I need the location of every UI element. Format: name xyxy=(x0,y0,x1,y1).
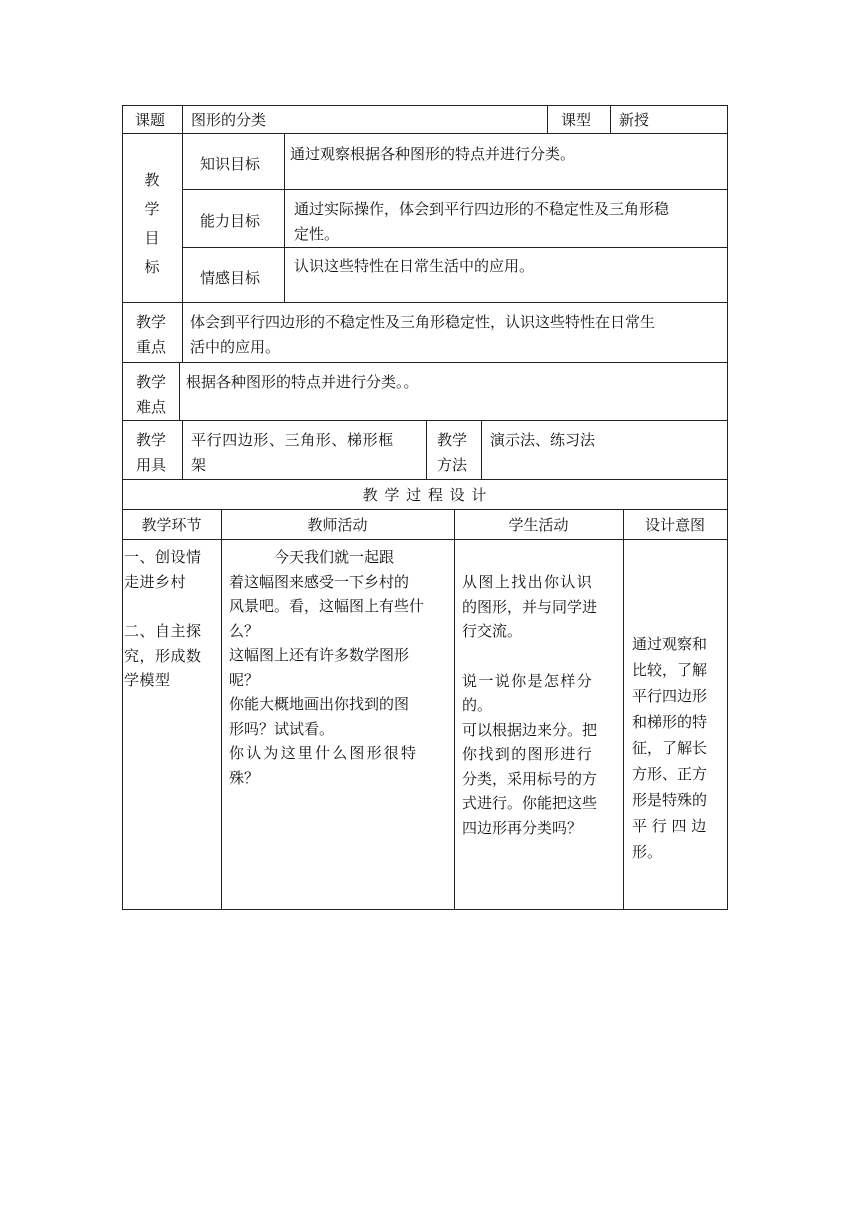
student-line: 说一说你是怎样分 xyxy=(462,671,594,690)
column-header-student: 学生活动 xyxy=(508,516,569,534)
col-divider-tools-1 xyxy=(182,420,183,480)
intent-line: 平 行 四 边 xyxy=(632,817,707,835)
teacher-line: 着这幅图来感受一下乡村的 xyxy=(229,572,410,591)
table-border-left xyxy=(122,105,123,910)
stage-line: 一、创设情 xyxy=(124,548,202,566)
lesson-type-label: 课型 xyxy=(561,111,592,129)
intent-line: 形。 xyxy=(632,843,663,861)
objectives-label-char: 学 xyxy=(144,200,160,218)
student-line: 行交流。 xyxy=(462,622,523,640)
teacher-line: 呢？ xyxy=(229,670,260,689)
col-divider-header-3 xyxy=(610,105,611,134)
col-divider-process-3 xyxy=(623,509,624,910)
objectives-label-char: 目 xyxy=(144,229,160,247)
student-line: 你找到的图形进行 xyxy=(462,745,594,763)
difficulty-text: 根据各种图形的特点并进行分类。。 xyxy=(186,373,419,391)
row-divider-header xyxy=(122,133,728,134)
key-point-label-line-2: 重点 xyxy=(136,338,167,356)
key-point-line-2: 活中的应用。 xyxy=(190,338,281,356)
table-border-bottom xyxy=(122,909,728,910)
design-intent-column xyxy=(632,631,726,865)
col-divider-process-2 xyxy=(454,509,455,910)
row-divider-objectives xyxy=(122,302,728,303)
method-label-line-2: 方法 xyxy=(437,456,468,474)
teacher-activity-column xyxy=(229,545,451,790)
table-border-top xyxy=(122,105,728,106)
table-border-right xyxy=(727,105,728,910)
intent-line: 形是特殊的 xyxy=(632,791,708,809)
teacher-line: 你能大概地画出你找到的图 xyxy=(229,695,410,713)
row-divider-difficulty xyxy=(122,420,728,421)
topic-value: 图形的分类 xyxy=(191,111,267,129)
method-label-line-1: 教学 xyxy=(437,431,468,449)
col-divider-process-1 xyxy=(221,509,222,910)
difficulty-label-line-1: 教学 xyxy=(136,373,167,391)
column-header-intent: 设计意图 xyxy=(644,516,705,534)
knowledge-objective-text: 通过观察根据各种图形的特点并进行分类。 xyxy=(290,145,576,163)
student-line: 的图形，并与同学进 xyxy=(462,597,598,616)
teacher-line: 么？ xyxy=(229,621,260,640)
tools-line-1: 平行四边形、三角形、梯形框 xyxy=(191,431,394,449)
stage-line: 学模型 xyxy=(124,671,171,689)
intent-line: 通过观察和 xyxy=(632,635,708,653)
emotion-objective-text: 认识这些特性在日常生活中的应用。 xyxy=(294,257,535,275)
intent-line: 方形、正方 xyxy=(632,765,708,783)
lesson-type-value: 新授 xyxy=(619,111,650,129)
stage-column xyxy=(124,545,220,693)
emotion-objective-label: 情感目标 xyxy=(200,269,261,287)
row-divider-knowledge xyxy=(182,189,728,190)
student-activity-column xyxy=(462,570,620,840)
objectives-label xyxy=(140,166,164,282)
knowledge-objective-label: 知识目标 xyxy=(200,155,261,173)
intent-line: 征，了解长 xyxy=(632,739,708,757)
stage-line: 究，形成数 xyxy=(124,646,202,665)
intent-line: 平行四边形 xyxy=(632,687,708,705)
student-line: 式进行。你能把这些 xyxy=(462,794,598,812)
intent-line: 和梯形的特 xyxy=(632,713,708,731)
ability-objective-line-2: 定性。 xyxy=(294,225,340,243)
stage-line xyxy=(124,594,220,619)
student-line: 从图上找出你认识 xyxy=(462,573,594,591)
teacher-line: 今天我们就一起跟 xyxy=(229,548,395,566)
key-point-label-line-1: 教学 xyxy=(136,313,167,331)
stage-line: 走进乡村 xyxy=(124,572,187,591)
tools-label-line-2: 用具 xyxy=(136,456,167,474)
col-divider-tools-3 xyxy=(481,420,482,480)
row-divider-ability xyxy=(182,247,728,248)
objectives-label-char: 标 xyxy=(144,258,160,276)
tools-label-line-1: 教学 xyxy=(136,431,167,449)
teacher-line: 形吗？试试看。 xyxy=(229,719,335,738)
col-divider-objectives-1 xyxy=(182,133,183,303)
col-divider-objectives-2 xyxy=(284,133,285,303)
col-divider-header-1 xyxy=(182,105,183,134)
column-header-stage: 教学环节 xyxy=(141,516,202,534)
column-header-teacher: 教师活动 xyxy=(307,516,368,534)
row-divider-process-header xyxy=(122,539,728,540)
key-point-line-1: 体会到平行四边形的不稳定性及三角形稳定性，认识这些特性在日常生 xyxy=(190,313,656,331)
row-divider-keypoint xyxy=(122,362,728,363)
student-line: 可以根据边来分。把 xyxy=(462,720,598,739)
student-line xyxy=(462,644,620,669)
tools-line-2: 架 xyxy=(191,456,207,474)
difficulty-label-line-2: 难点 xyxy=(136,398,167,416)
objectives-label-char: 教 xyxy=(144,171,160,189)
row-divider-tools xyxy=(122,479,728,480)
method-value: 演示法、练习法 xyxy=(490,431,596,449)
teacher-line: 这幅图上还有许多数学图形 xyxy=(229,646,410,664)
student-line: 分类，采用标号的方 xyxy=(462,769,598,788)
col-divider-difficulty xyxy=(179,362,180,421)
col-divider-keypoint xyxy=(182,302,183,363)
student-line: 的。 xyxy=(462,696,493,714)
col-divider-header-2 xyxy=(547,105,548,134)
ability-objective-line-1: 通过实际操作，体会到平行四边形的不稳定性及三角形稳 xyxy=(294,200,670,218)
ability-objective-label: 能力目标 xyxy=(200,212,261,230)
intent-line: 比较，了解 xyxy=(632,661,708,679)
topic-label: 课题 xyxy=(135,111,166,129)
stage-line: 二、自主探 xyxy=(124,622,202,640)
row-divider-process-title xyxy=(122,509,728,510)
student-line: 四边形再分类吗？ xyxy=(462,818,583,837)
teacher-line: 风景吧。看，这幅图上有些什 xyxy=(229,597,425,615)
col-divider-tools-2 xyxy=(426,420,427,480)
teacher-line: 殊？ xyxy=(229,768,260,787)
process-title: 教 学 过 程 设 计 xyxy=(362,486,488,504)
teacher-line: 你认为这里什么图形很特 xyxy=(229,744,419,762)
